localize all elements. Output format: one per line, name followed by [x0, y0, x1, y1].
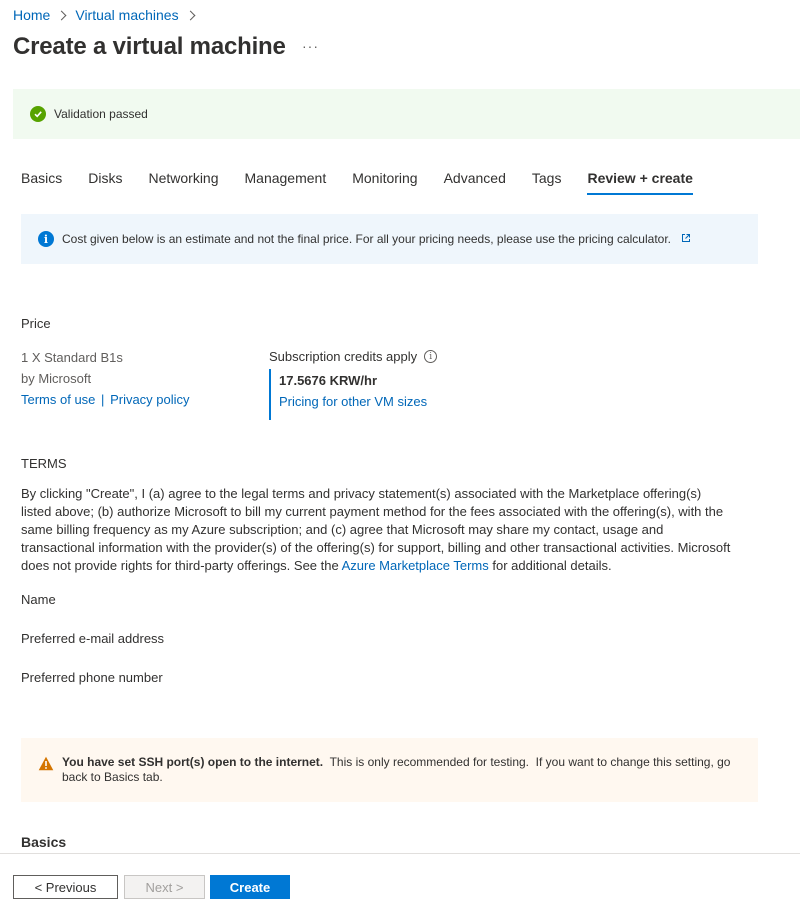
warning-text: This is only recommended for testing. If you want to change this setting, go back to Basics tab. — [62, 755, 734, 784]
info-icon: i — [38, 231, 54, 247]
pricing-other-sizes-link[interactable]: Pricing for other VM sizes — [279, 394, 428, 409]
price-amount: 17.5676 KRW/hr — [279, 373, 378, 388]
create-button[interactable]: Create — [210, 875, 290, 899]
chevron-right-icon — [57, 10, 67, 20]
cost-info-text: Cost given below is an estimate and not the final price. For all your pricing needs, please use the pricing calculator. — [62, 232, 671, 246]
breadcrumb-virtual-machines-link[interactable]: Virtual machines — [75, 7, 179, 23]
terms-body — [21, 485, 733, 575]
terms-body-text: By clicking "Create", I (a) agree to the legal terms and privacy statement(s) associated with the Marketplace offering(s) listed above; (b) authorize Microsoft to bill my current payment method for the fees associated with the offering(s), with the same billing frequency as my Azure subscription; and (c) agree that Microsoft may share my contact, usage and transactional information with the provider(s) of the offering(s) for support, billing and other transactional activities. Microsoft does not provide rights for third-party offerings. See the — [21, 486, 731, 573]
terms-heading: TERMS — [21, 456, 67, 471]
credits-label-row — [269, 349, 437, 364]
tab-management[interactable]: Management — [244, 170, 327, 186]
terms-body-end: for additional details. — [488, 558, 612, 573]
ssh-warning-banner — [21, 738, 758, 802]
validation-text: Validation passed — [54, 107, 148, 121]
success-check-icon — [30, 106, 46, 122]
breadcrumb — [13, 7, 204, 23]
tab-tags[interactable]: Tags — [531, 170, 562, 186]
warning-bold-text: You have set SSH port(s) open to the internet. — [62, 755, 324, 769]
warning-icon — [38, 756, 54, 802]
link-separator: | — [101, 392, 105, 407]
chevron-right-icon — [185, 10, 195, 20]
wizard-tabs — [21, 170, 719, 195]
credits-label: Subscription credits apply — [269, 349, 418, 364]
validation-banner — [13, 89, 800, 139]
external-link-icon[interactable] — [681, 232, 691, 246]
contact-name-label: Name — [21, 592, 56, 607]
breadcrumb-home-link[interactable]: Home — [13, 7, 51, 23]
contact-email-label: Preferred e-mail address — [21, 631, 165, 646]
vm-sku: 1 X Standard B1s — [21, 350, 123, 365]
next-button[interactable]: Next > — [124, 875, 205, 899]
vm-publisher: by Microsoft — [21, 371, 92, 386]
tab-monitoring[interactable]: Monitoring — [352, 170, 418, 186]
price-heading: Price — [21, 316, 51, 331]
price-details — [21, 347, 190, 410]
tab-basics[interactable]: Basics — [21, 170, 63, 186]
tab-review-create[interactable]: Review + create — [587, 170, 692, 195]
tab-disks[interactable]: Disks — [88, 170, 123, 186]
azure-marketplace-terms-link[interactable]: Azure Marketplace Terms — [341, 558, 489, 573]
terms-of-use-link[interactable]: Terms of use — [21, 392, 96, 407]
warning-text-block — [62, 755, 741, 802]
previous-button[interactable]: < Previous — [13, 875, 118, 899]
footer-bar — [0, 853, 800, 916]
price-box — [269, 369, 427, 420]
tab-networking[interactable]: Networking — [148, 170, 219, 186]
contact-phone-label: Preferred phone number — [21, 670, 163, 685]
tab-advanced[interactable]: Advanced — [443, 170, 506, 186]
info-circle-icon[interactable]: i — [424, 350, 437, 363]
page-title: Create a virtual machine — [13, 33, 286, 60]
more-options-button[interactable]: ··· — [302, 38, 319, 54]
basics-section-heading: Basics — [21, 834, 67, 850]
cost-info-banner — [21, 214, 758, 264]
privacy-policy-link[interactable]: Privacy policy — [110, 392, 190, 407]
